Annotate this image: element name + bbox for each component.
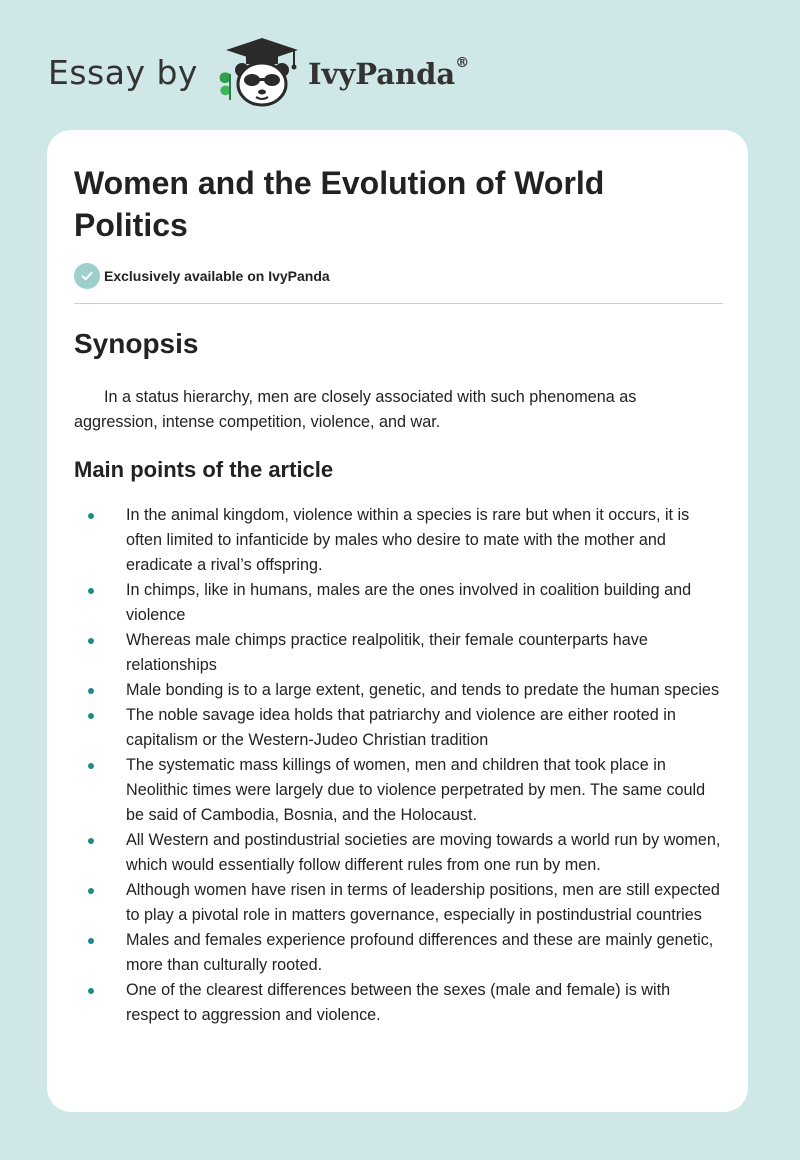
list-item — [74, 828, 726, 878]
list-item-text: In chimps, like in humans, males are the ones involved in coalition building and violence — [126, 581, 692, 624]
list-item — [74, 753, 726, 828]
list-item-text: The noble savage idea holds that patriarchy and violence are either rooted in capitalism or the Western-Judeo Christian tradition — [126, 706, 676, 749]
bullet-icon — [88, 838, 94, 844]
list-item-text: The systematic mass killings of women, men and children that took place in Neolithic times were largely due to violence perpetrated by men. The same could be said of Cambodia, Bosnia, and the Holocaust. — [126, 756, 706, 824]
article-title: Women and the Evolution of World Politics — [74, 165, 605, 243]
bullet-icon — [88, 763, 94, 769]
bullet-icon — [88, 938, 94, 944]
check-badge-icon — [74, 263, 100, 289]
registered-mark: ® — [455, 55, 470, 71]
synopsis-paragraph: In a status hierarchy, men are closely associated with such phenomena as aggression, intense competition, violence, and war. — [74, 388, 637, 431]
list-item — [74, 503, 726, 578]
list-item-text: Whereas male chimps practice realpolitik, their female counterparts have relationships — [126, 631, 648, 674]
divider — [74, 303, 723, 304]
bullet-icon — [88, 688, 94, 694]
synopsis-heading: Synopsis — [74, 328, 199, 359]
exclusive-label: Exclusively available on IvyPanda — [104, 268, 330, 284]
list-item — [74, 678, 726, 703]
list-item — [74, 928, 726, 978]
bullet-icon — [88, 713, 94, 719]
list-item — [74, 978, 726, 1028]
list-item-text: In the animal kingdom, violence within a species is rare but when it occurs, it is often limited to infanticide by males who desire to mate with the mother and eradicate a rival’s offspring. — [126, 506, 690, 574]
article-card — [47, 130, 748, 1112]
ivy-leaf-icon — [220, 72, 231, 100]
list-item — [74, 628, 726, 678]
checkmark-icon — [80, 269, 94, 283]
bullet-icon — [88, 513, 94, 519]
exclusive-badge — [74, 263, 330, 289]
site-header — [48, 34, 469, 110]
list-item — [74, 578, 726, 628]
main-points-list — [74, 503, 726, 1028]
brand-name — [308, 57, 469, 91]
list-item-text: One of the clearest differences between the sexes (male and female) is with respect to aggression and violence. — [126, 981, 671, 1024]
ivypanda-logo[interactable] — [210, 34, 469, 110]
main-points-heading: Main points of the article — [74, 457, 334, 482]
essay-by-label: Essay by — [48, 52, 198, 92]
list-item — [74, 878, 726, 928]
list-item-text: All Western and postindustrial societies are moving towards a world run by women, which would essentially follow different rules from one run by men. — [126, 831, 721, 874]
bullet-icon — [88, 638, 94, 644]
brand-text: IvyPanda — [307, 57, 456, 91]
list-item-text: Males and females experience profound differences and these are mainly genetic, more than culturally rooted. — [126, 931, 714, 974]
bullet-icon — [88, 588, 94, 594]
list-item — [74, 703, 726, 753]
panda-mascot-icon — [210, 34, 304, 110]
list-item-text: Male bonding is to a large extent, genetic, and tends to predate the human species — [126, 681, 720, 699]
panda-head-icon — [235, 63, 289, 105]
list-item-text: Although women have risen in terms of leadership positions, men are still expected to play a pivotal role in matters governance, especially in postindustrial countries — [126, 881, 720, 924]
bullet-icon — [88, 988, 94, 994]
bullet-icon — [88, 888, 94, 894]
